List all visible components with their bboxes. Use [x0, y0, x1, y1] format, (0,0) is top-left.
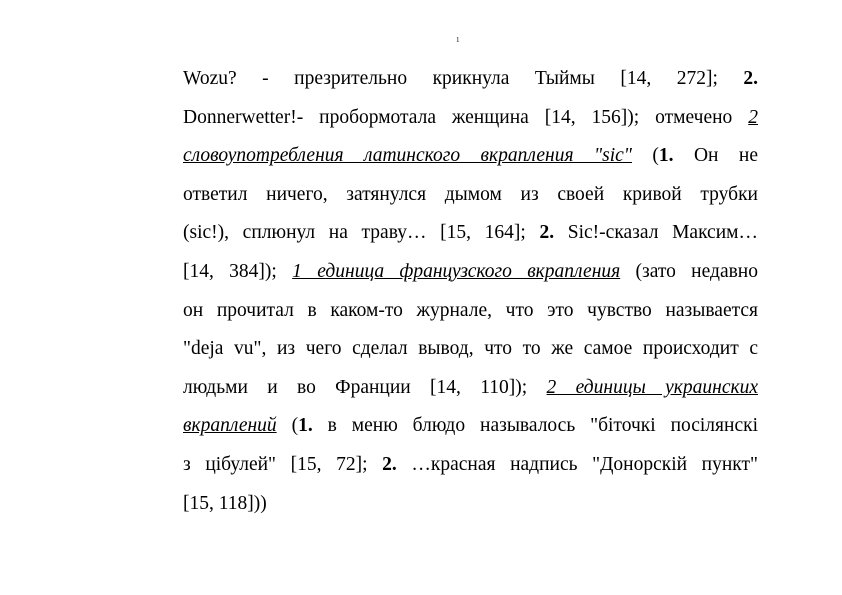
- text-run: (sic!), сплюнул на траву… [15, 164];: [183, 222, 540, 244]
- list-marker-bold: 2.: [382, 453, 397, 475]
- text-run: в меню блюдо называлось "біточкі посілянскі: [312, 415, 758, 437]
- text-line: [183, 407, 758, 446]
- text-line: [183, 369, 758, 408]
- text-run: (зато недавно: [620, 260, 758, 282]
- text-line: [183, 253, 758, 292]
- list-marker-bold: 2.: [539, 222, 555, 244]
- text-run: (: [276, 415, 299, 437]
- underlined-italic-phrase: вкраплений: [183, 415, 277, 437]
- text-run: людьми и во Франции [14, 110]);: [183, 376, 547, 398]
- underlined-italic-phrase: 1 единица французского вкрапления: [292, 260, 621, 282]
- text-run: Wozu? - презрительно крикнула Тыймы [14, 272];: [183, 68, 744, 89]
- text-line: [183, 485, 758, 524]
- text-run: з цібулей" [15, 72];: [183, 453, 383, 475]
- text-run: Он не: [673, 145, 758, 167]
- text-run: …красная надпись "Донорскій пункт": [396, 453, 758, 475]
- underlined-italic-phrase: 2 единицы украинских: [546, 376, 758, 398]
- page-number: 1: [456, 36, 460, 44]
- text-line: [183, 60, 758, 99]
- text-run: [14, 384]);: [183, 260, 293, 282]
- list-marker-bold: 2.: [743, 68, 758, 89]
- list-marker-bold: 1.: [298, 415, 313, 437]
- text-line: [183, 292, 758, 331]
- text-line: [183, 214, 758, 253]
- underlined-italic-phrase: 2: [748, 106, 758, 128]
- underlined-italic-phrase: словоупотребления латинского вкрапления "sic": [183, 145, 632, 167]
- text-line: [183, 99, 758, 138]
- text-line: [183, 137, 758, 176]
- list-marker-bold: 1.: [658, 145, 674, 167]
- text-run: он прочитал в каком-то журнале, что это чувство называется: [183, 299, 758, 321]
- text-line: [183, 330, 758, 369]
- text-run: Sic!-сказал Максим…: [554, 222, 758, 244]
- text-run: "deja vu", из чего сделал вывод, что то же самое происходит с: [183, 338, 758, 360]
- body-paragraph: [183, 60, 758, 523]
- text-line: [183, 176, 758, 215]
- text-run: (: [631, 145, 659, 167]
- text-run: Donnerwetter!- пробормотала женщина [14, 156]); отмечено: [183, 106, 749, 128]
- text-run: ответил ничего, затянулся дымом из своей кривой трубки: [183, 183, 758, 205]
- text-run: [15, 118])): [183, 492, 267, 514]
- text-line: [183, 446, 758, 485]
